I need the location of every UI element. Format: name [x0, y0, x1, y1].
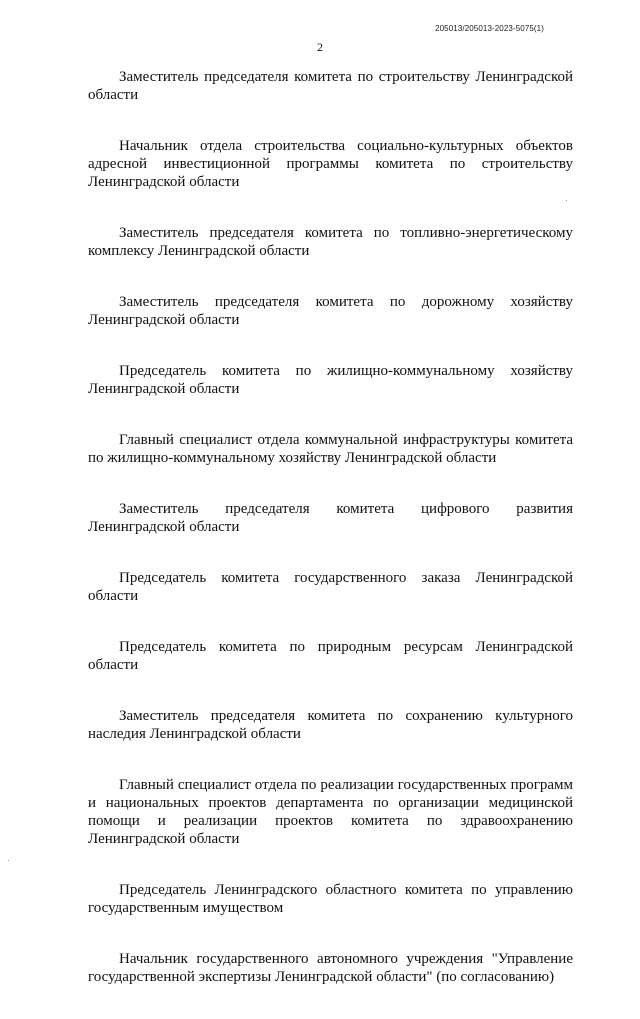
list-item: Начальник отдела строительства социально-культурных объектов адресной инвестиционной программы комитета по строительству Ленинградской области: [88, 138, 573, 190]
scan-speck: [8, 860, 9, 861]
list-item: Заместитель председателя комитета цифрового развития Ленинградской области: [88, 501, 573, 535]
list-item: Председатель комитета по природным ресурсам Ленинградской области: [88, 639, 573, 673]
list-item: Заместитель председателя комитета по дорожному хозяйству Ленинградской области: [88, 294, 573, 328]
list-item: Главный специалист отдела коммунальной инфраструктуры комитета по жилищно-коммунальному хозяйству Ленинградской области: [88, 432, 573, 466]
list-item: Главный специалист отдела по реализации государственных программ и национальных проектов департамента по организации медицинской помощи и реализации проектов комитета по здравоохранению Ленинградской области: [88, 777, 573, 847]
list-item: Заместитель председателя комитета по строительству Ленинградской области: [88, 69, 573, 103]
list-item: Начальник государственного автономного учреждения "Управление государственной экспертизы Ленинградской области" (по согласованию): [88, 951, 573, 985]
list-item: Заместитель председателя комитета по сохранению культурного наследия Ленинградской области: [88, 708, 573, 742]
page-number: 2: [317, 40, 323, 54]
list-item: Председатель комитета по жилищно-коммунальному хозяйству Ленинградской области: [88, 363, 573, 397]
document-id: 205013/205013-2023-5075(1): [435, 24, 544, 33]
list-item: Председатель Ленинградского областного комитета по управлению государственным имуществом: [88, 882, 573, 916]
list-item: Заместитель председателя комитета по топливно-энергетическому комплексу Ленинградской области: [88, 225, 573, 259]
scan-speck: [566, 200, 567, 201]
list-item: Председатель комитета государственного заказа Ленинградской области: [88, 570, 573, 604]
position-list: [88, 68, 573, 1019]
